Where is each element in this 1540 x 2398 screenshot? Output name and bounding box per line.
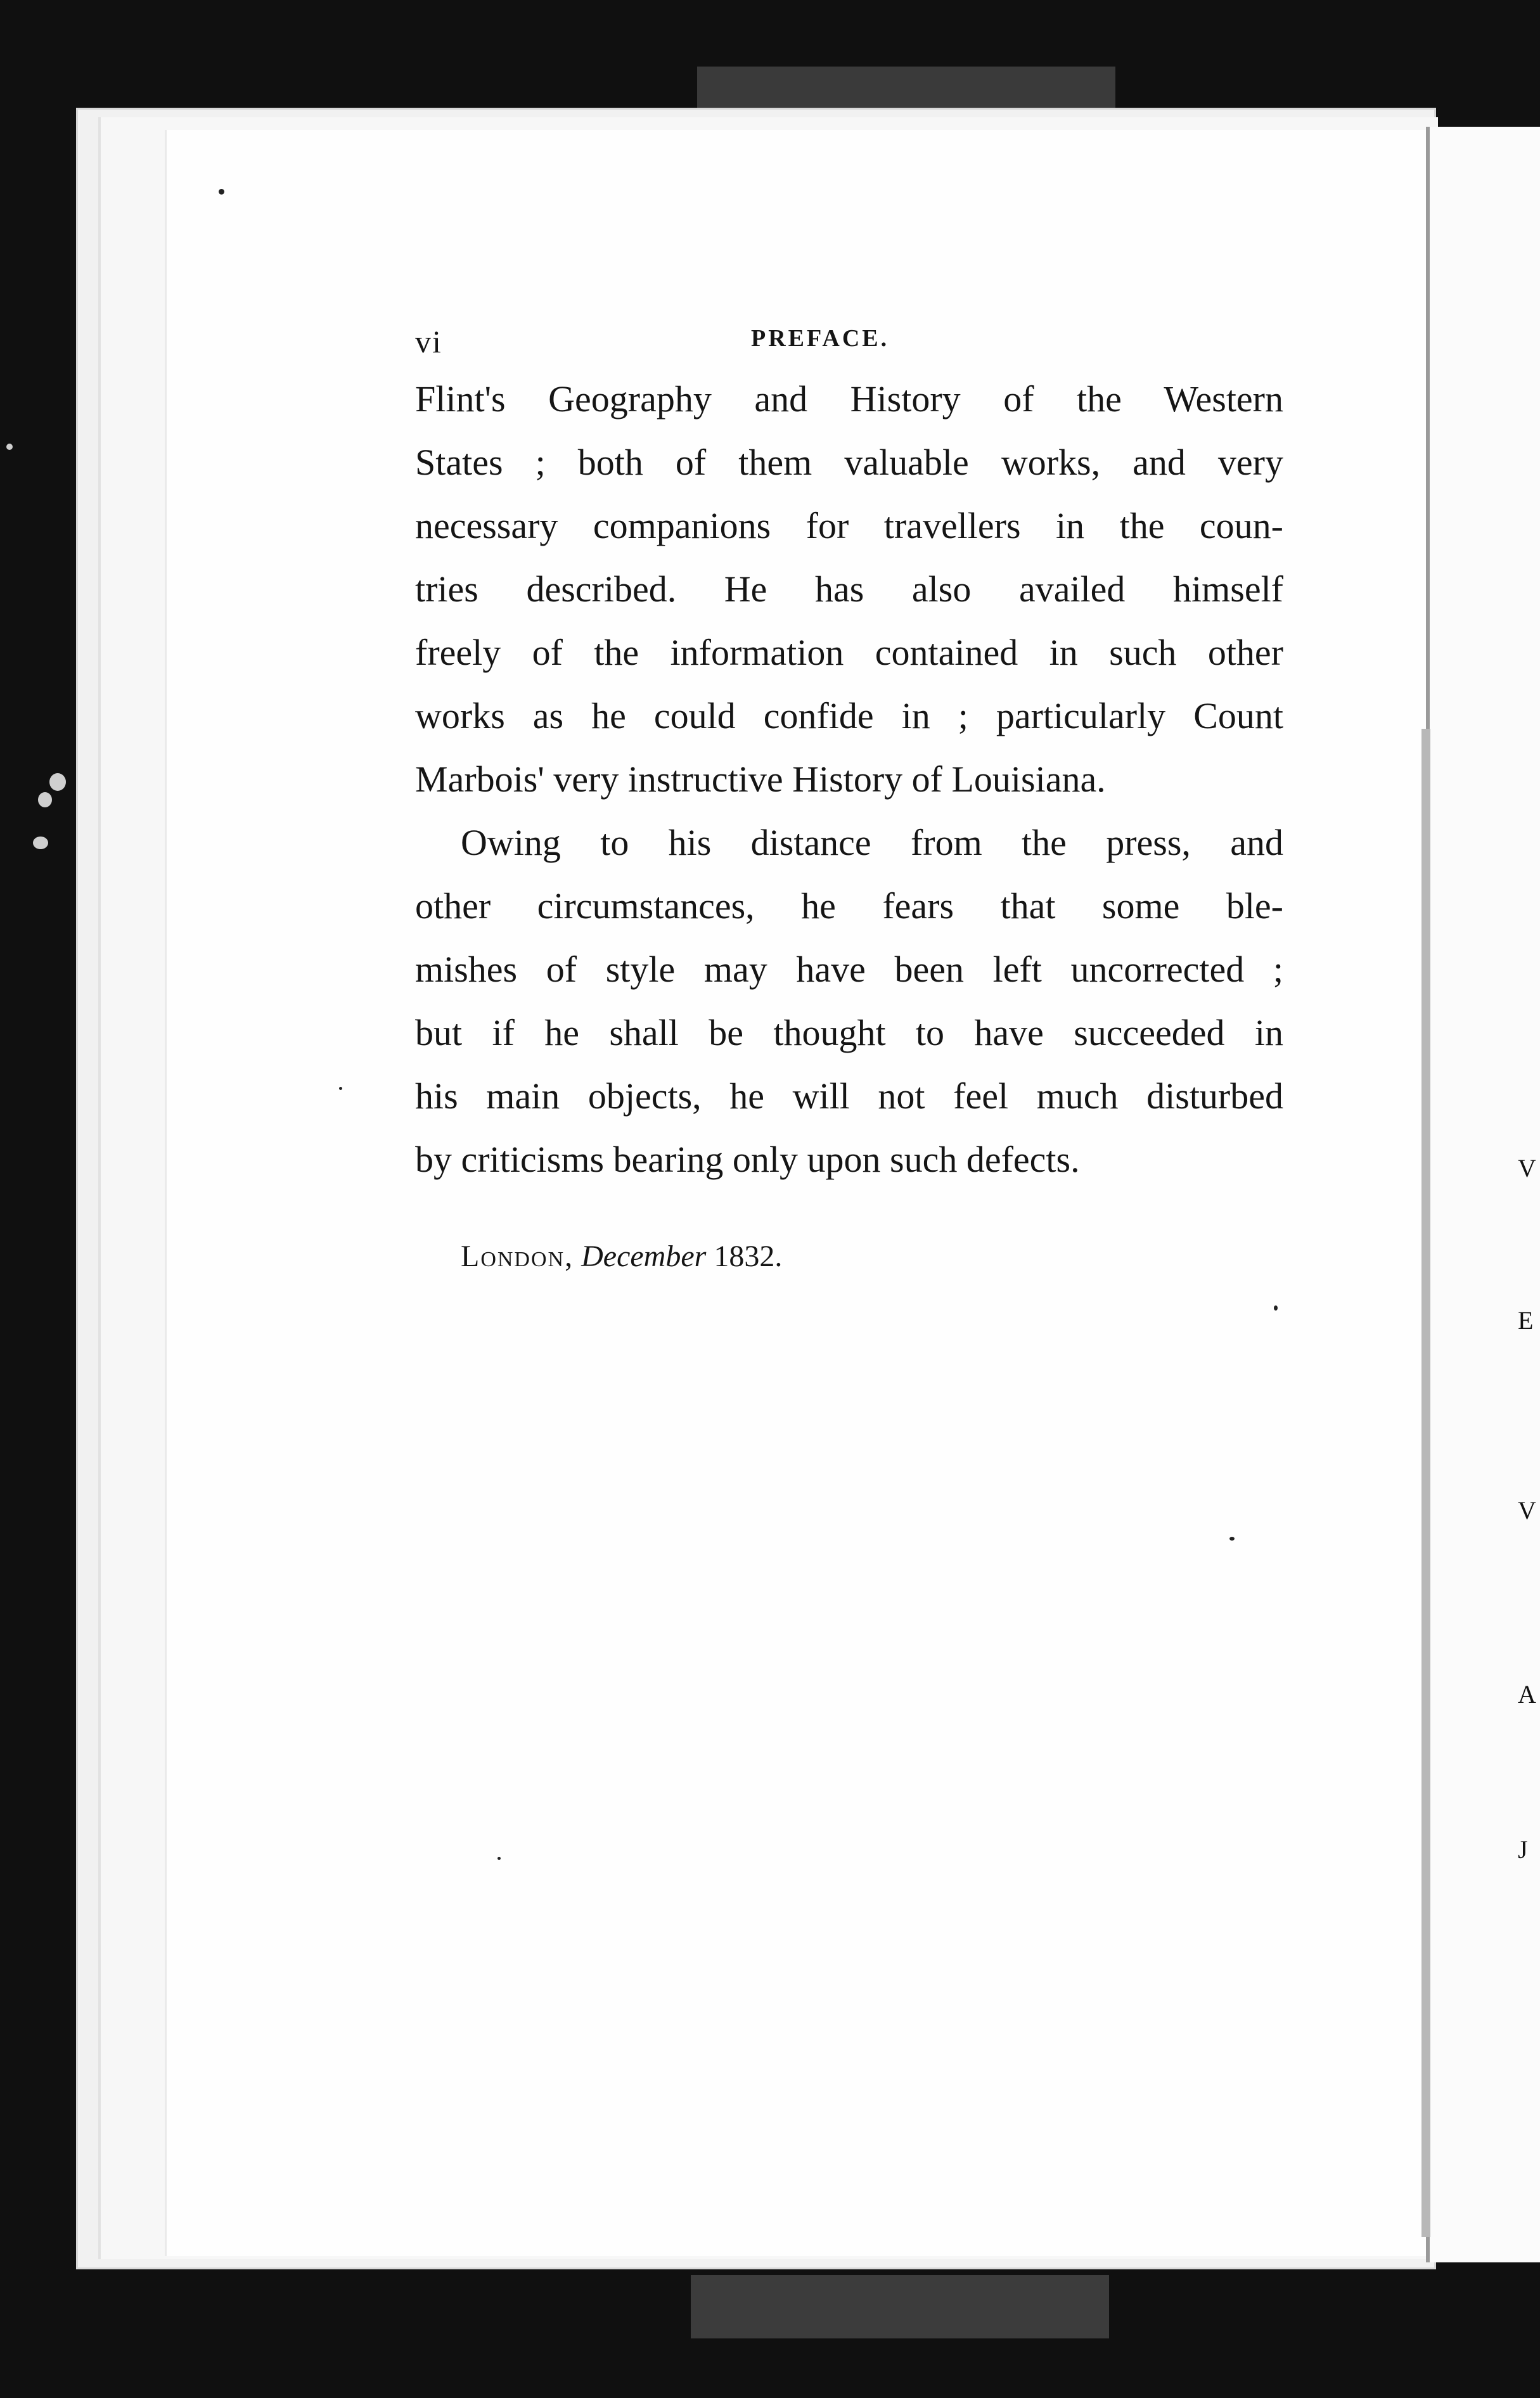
- ink-speck: [339, 1087, 342, 1090]
- text-line: freely of the information contained in such other: [415, 632, 1283, 673]
- page-text-block: [415, 317, 1283, 1273]
- ink-speck: [1274, 1305, 1278, 1311]
- facing-page-letter: E: [1518, 1306, 1534, 1335]
- text-line: his main objects, he will not feel much disturbed: [415, 1075, 1283, 1117]
- text-line: by criticisms bearing only upon such defects.: [415, 1139, 1080, 1180]
- text-line: works as he could confide in ; particularly Count: [415, 695, 1283, 736]
- text-line: Flint's Geography and History of the Western: [415, 378, 1283, 420]
- edge-speck: [49, 773, 66, 791]
- text-line: States ; both of them valuable works, and very: [415, 442, 1283, 483]
- signature-place: London,: [461, 1240, 574, 1273]
- binding-shadow-top: [697, 67, 1115, 111]
- facing-page-letter: V: [1518, 1154, 1536, 1183]
- edge-speck: [6, 444, 13, 450]
- paragraph-2: [415, 811, 1283, 1191]
- facing-page-letter: J: [1518, 1835, 1528, 1864]
- text-line: other circumstances, he fears that some ble-: [415, 885, 1283, 926]
- ink-speck: [219, 189, 224, 195]
- signature-line: [461, 1239, 782, 1274]
- gutter-shadow: [1421, 729, 1430, 2237]
- running-head: [415, 317, 1283, 368]
- text-line: but if he shall be thought to have succeeded in: [415, 1012, 1283, 1053]
- edge-speck: [33, 837, 48, 849]
- text-line: tries described. He has also availed himself: [415, 568, 1283, 610]
- ink-speck: [1229, 1537, 1235, 1541]
- facing-page-letter: A: [1518, 1680, 1536, 1709]
- facing-page-letter: V: [1518, 1496, 1536, 1525]
- page-number: vi: [415, 324, 442, 359]
- text-line: necessary companions for travellers in the coun-: [415, 505, 1283, 546]
- text-line: mishes of style may have been left uncorrected ;: [415, 949, 1283, 990]
- binding-shadow-bottom: [691, 2275, 1109, 2338]
- ink-speck: [497, 1857, 501, 1860]
- text-line: Marbois' very instructive History of Louisiana.: [415, 759, 1106, 800]
- paragraph-1: [415, 368, 1283, 811]
- text-line: Owing to his distance from the press, and: [461, 822, 1283, 863]
- signature-month: December: [581, 1240, 707, 1273]
- signature-year: 1832.: [714, 1240, 783, 1273]
- edge-speck: [38, 792, 52, 807]
- facing-page: [1426, 127, 1540, 2262]
- running-head-title: PREFACE.: [751, 325, 890, 352]
